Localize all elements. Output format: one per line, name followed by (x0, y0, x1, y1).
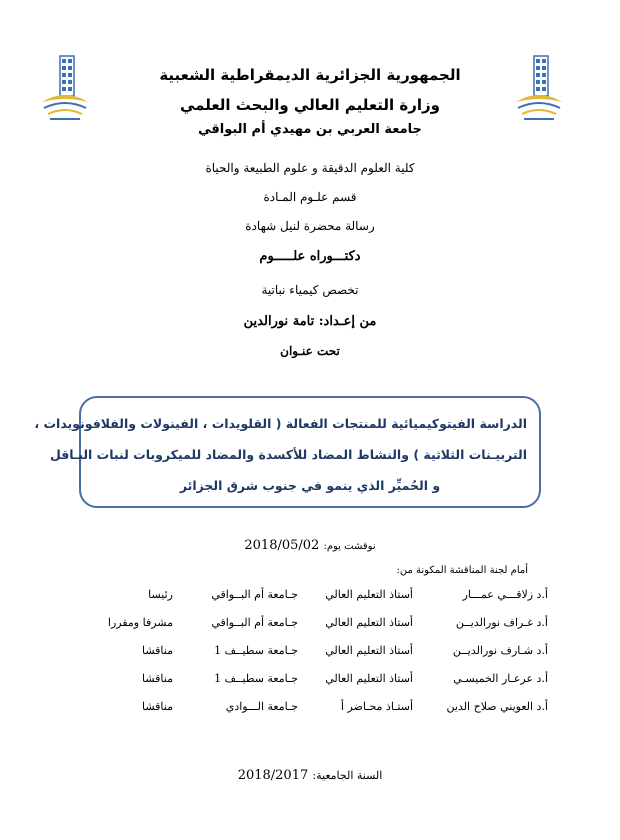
committee-row (88, 582, 548, 610)
academic-year-label: السنة الجامعية: (312, 769, 383, 782)
member-name: أ.د عرعـار الخميسـي (453, 672, 548, 685)
member-name: أ.د العويني صلاح الدين (446, 700, 548, 713)
prepared-by-text: من إعـداد: تامة نورالدين (243, 314, 377, 329)
academic-year (0, 768, 620, 783)
member-rank: أستاذ التعليم العالي (325, 588, 413, 601)
defense-date-label: نوقشت يوم: (323, 541, 376, 552)
specialty-text: تخصص كيمياء نباتية (261, 283, 359, 297)
member-role: مناقشا (142, 700, 173, 713)
defense-date (230, 538, 390, 553)
member-role: مناقشا (142, 644, 173, 657)
thesis-type-text: رسالة محضرة لنيل شهادة (245, 219, 375, 233)
department-text: قسم علـوم المـادة (263, 190, 357, 204)
committee-label: أمام لجنة المناقشة المكونة من: (396, 565, 528, 576)
degree-text: دكتـــوراه علـــــوم (259, 249, 361, 264)
university-logo-icon (510, 50, 568, 128)
member-rank: أستاذ التعليم العالي (325, 672, 413, 685)
thesis-title-line: و الحُميِّر الذي ينمو في جنوب شرق الجزائر (179, 478, 441, 493)
member-university: جـامعة الـــوادي (225, 700, 298, 713)
member-name: أ.د شـارف نورالديــن (452, 644, 548, 657)
member-name: أ.د غـراف نورالديــن (455, 616, 548, 629)
thesis-title-line: الدراسة الفيتوكيميائية للمنتجات الفعالة ( القلويدات ، الفينولات والفلافونويدات ، (34, 416, 527, 431)
member-rank: أستاذ التعليم العالي (325, 616, 413, 629)
faculty-text: كلية العلوم الدقيقة و علوم الطبيعة والحياة (205, 161, 415, 175)
committee-table (88, 582, 548, 722)
member-university: جـامعة سطيــف 1 (214, 644, 298, 657)
member-university: جـامعة أم البــواقي (211, 616, 298, 629)
committee-row (88, 666, 548, 694)
university-heading: جامعة العربي بن مهيدي أم البواقي (198, 122, 422, 137)
member-role: رئيسا (148, 588, 173, 601)
academic-year-value: 2018/2017 (237, 768, 309, 783)
member-role: مناقشا (142, 672, 173, 685)
member-rank: أستـاذ محـاضر أ (340, 700, 413, 713)
university-logo-right (510, 50, 568, 128)
republic-heading: الجمهورية الجزائرية الديمقراطية الشعبية (159, 66, 461, 84)
university-logo-left (36, 50, 94, 128)
university-logo-icon (36, 50, 94, 128)
ministry-heading: وزارة التعليم العالي والبحث العلمي (179, 96, 441, 114)
defense-date-value: 2018/05/02 (244, 538, 320, 553)
member-role: مشرفا ومقررا (107, 616, 173, 629)
member-rank: أستاذ التعليم العالي (325, 644, 413, 657)
committee-row (88, 694, 548, 722)
member-university: جـامعة أم البــواقي (211, 588, 298, 601)
member-university: جـامعة سطيــف 1 (214, 672, 298, 685)
thesis-title-box (34, 396, 541, 508)
committee-row (88, 610, 548, 638)
member-name: أ.د زلاقـــي عمـــار (462, 588, 548, 601)
committee-row (88, 638, 548, 666)
under-title-text: تحت عنـوان (280, 344, 340, 358)
thesis-title-line: التربيـنات الثلاثية ) والنشاط المضاد للأكسدة والمضاد للميكروبات لنبات البـاقل (49, 447, 527, 462)
